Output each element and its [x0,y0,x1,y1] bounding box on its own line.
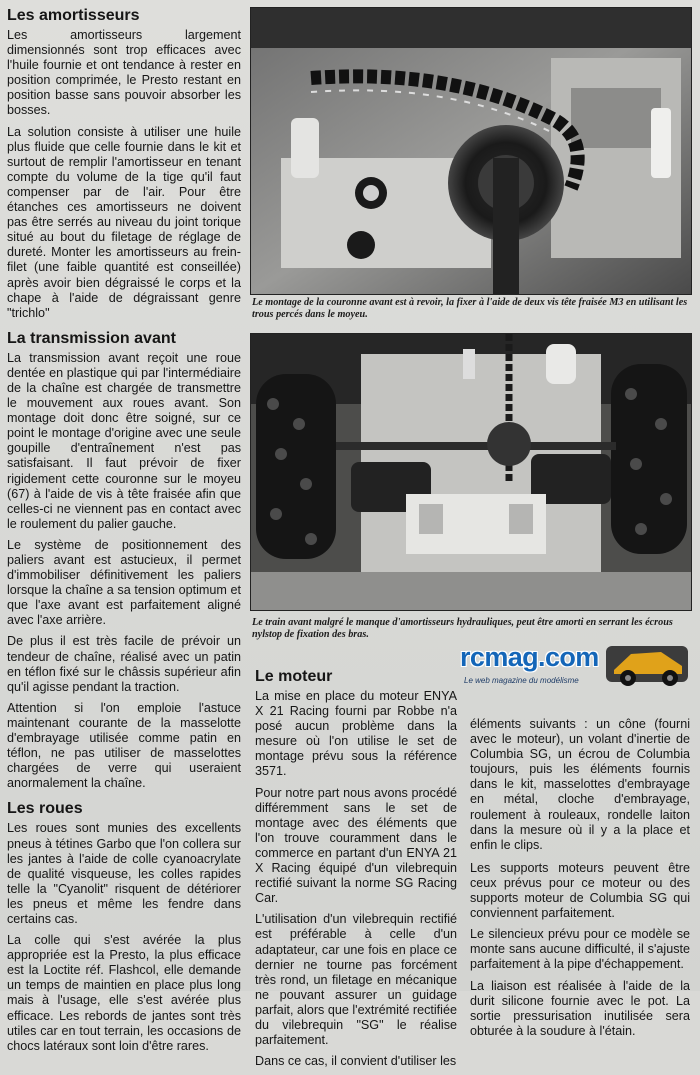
paragraph-moteur-2: Pour notre part nous avons procédé différemment sans le set de montage avec des éléments que l'on trouve couramment dans le commerce en partant d'un ENYA 21 X Racing équipé d'un vilebrequin rectifié suivant la norme SG Racing Car. [255,785,457,906]
photo-sprocket-chain-drawing [251,8,691,294]
paragraph-transmission-4: Attention si l'on emploie l'astuce maintenant courante de la masselotte d'embrayage utilisée comme patin en téflon, ne pas utiliser de masselottes chargées de verre qui useraient anormalement la chaîne. [7,700,241,791]
right-column [470,717,690,1045]
heading-roues: Les roues [7,800,83,818]
logo-name: rcmag.com [460,642,599,672]
caption-top-photo: Le montage de la couronne avant est à revoir, la fixer à l'aide de deux vis tête fraisée M3 en utilisant les trous percés dans le moyeu. [252,297,688,321]
paragraph-silencieux-2: La liaison est réalisée à l'aide de la durit silicone fournie avec le pot. La sortie pressurisation inutilisée sera obturée à la soudure à l'étain. [470,978,690,1038]
rcmag-logo [456,640,692,696]
caption-middle-photo: Le train avant malgré le manque d'amortisseurs hydrauliques, peut être amorti en serrant les écrous nylstop de fixation des bras. [252,617,673,641]
paragraph-supports: Les supports moteurs peuvent être ceux prévus pour ce moteur ou des supports moteur de Columbia SG qui conviennent parfaitement. [470,860,690,921]
paragraph-moteur-1: La mise en place du moteur ENYA X 21 Racing fourni par Robbe n'a posé aucun problème dans la mesure où l'on utilise le set de montage prévu sous la référence 3571. [255,689,457,779]
photo-sprocket-chain [250,7,692,295]
paragraph-roues-1: Les roues sont munies des excellents pneus à tétines Garbo que l'on collera sur les jantes à l'aide de colle cyanoacrylate de qualité visqueuse, les colles rapides telle la "Cyanolit" risquent de détériorer les pneus et même les fendre dans certains cas. [7,821,241,926]
paragraph-elements: éléments suivants : un cône (fourni avec le moteur), un volant d'inertie de Columbia SG, un écrou de Columbia toujours, puis les éléments fournis dans le kit, masselottes d'embrayage en métal, cloche d'embrayage, roulement à rouleaux, rondelle laiton dans la mesure où il y a la place et enfin le clips. [470,717,690,852]
paragraph-transmission-3: De plus il est très facile de prévoir un tendeur de chaîne, réalisé avec un patin en téflon fixé sur le châssis supérieur afin qu'il agisse pendant la traction. [7,634,241,694]
middle-column [255,667,457,1075]
paragraph-amortisseurs-1: Les amortisseurs largement dimensionnés sont trop efficaces avec l'huile fournie et ont tendance à rester en position comprimée, le Presto restant en position basse sans pouvoir absorber les bosses. [7,28,241,118]
paragraph-roues-2: La colle qui s'est avérée la plus appropriée est la Presto, la plus efficace est la Loctite réf. Flashcol, elle demande un temps de maintien en place plus long mais à l'usage, elle s'est avérée plus efficace. Les rebords de jantes sont très utiles car en tout terrain, les occasions de chocs latéraux sont loin d'être rares. [7,933,241,1053]
paragraph-amortisseurs-2: La solution consiste à utiliser une huile plus fluide que celle fournie dans le kit et surtout de remplir l'amortisseur en tenant compte du volume de la tige qu'il faut compenser par de l'air. Pour être étanches ces amortisseurs ne doivent pas être serrés au niveau du joint torique situé au bout du filetage de réglage de dureté. Monter les amortisseurs au frein-filet (une faible quantité est conseillée) après avoir bien dégraissé le corps et la chape à l'aide de dégraissant genre "trichlo" [7,124,241,320]
paragraph-transmission-2: Le système de positionnement des paliers avant est astucieux, il permet d'immobiliser définitivement les paliers lorsque la chaîne a sa tension optimum et que l'axe avant est parfaitement aligné avec l'axe arrière. [7,537,241,628]
left-column [7,6,241,1060]
paragraph-moteur-4: Dans ce cas, il convient d'utiliser les [255,1054,457,1069]
heading-amortisseurs: Les amortisseurs [7,7,140,24]
logo-tagline: Le web magazine du modélisme [464,676,579,685]
photo-front-train [250,333,692,611]
heading-transmission: La transmission avant [7,329,176,347]
paragraph-silencieux-1: Le silencieux prévu pour ce modèle se monte sans aucune difficulté, il s'ajuste parfaitement à la pipe d'échappement. [470,927,690,972]
heading-moteur: Le moteur [255,668,333,685]
paragraph-transmission-1: La transmission avant reçoit une roue dentée en plastique qui par l'intermédiaire de la chaîne est chargée de transmettre le mouvement aux roues avant. Son montage doit donc être soigné, sur ce point le montage d'origine avec une seule goupille d'entraînement n'est pas satisfaisant. Il faut prévoir de fixer rigidement cette couronne sur le moyeu (67) à l'aide de vis à tête fraisée afin que celles-ci ne viennent pas en contact avec le roulement du palier gauche. [7,350,241,531]
paragraph-moteur-3: L'utilisation d'un vilebrequin rectifié est préférable à celle d'un adaptateur, car une fois en place ce dernier ne tourne pas forcément très rond, un filetage en mécanique ne pouvant assurer un guidage parfait, alors que l'extrémité rectifiée du vilebrequin "SG" le réalise parfaitement. [255,912,457,1048]
photo-front-train-drawing [251,334,691,610]
